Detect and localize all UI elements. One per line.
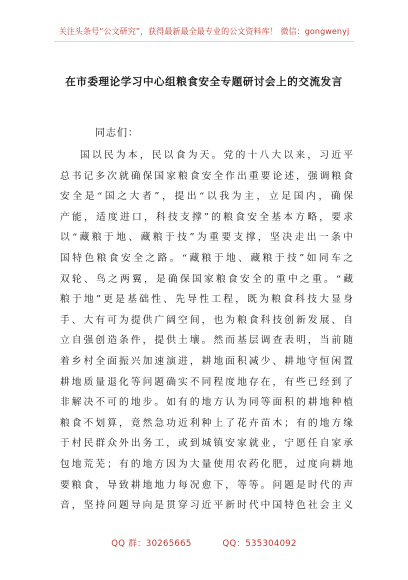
- body-line: 双轮、鸟之两翼，是确保国家粮食安全的重中之重。“藏: [60, 273, 353, 285]
- body-line: 包地荒芜；有的地方因为大量使用农药化肥，过度向耕地: [60, 458, 353, 470]
- body-line: 非解决不可的地步。如有的地方认为同等面积的耕地种植: [60, 397, 353, 409]
- document-title: 在市委理论学习中心组粮食安全专题研讨会上的交流发言: [65, 76, 343, 88]
- body-line: 要粮食，导致耕地地力每况愈下，等等。问题是时代的声: [60, 479, 353, 491]
- document-body: [60, 146, 353, 517]
- body-line: 手、大有可为提供广阔空间，也为粮食科技创新发展、自: [60, 314, 353, 326]
- body-line: 国特色粮食安全之路。“藏粮于地、藏粮于技”如同车之: [60, 252, 353, 264]
- body-line: 总书记多次就确保国家粮食安全作出重要论述，强调粮食: [60, 170, 353, 182]
- promo-header: 关注头条号“公文研究”，获得最新最全最专业的公文资料库！ 微信：gongwenyj: [58, 27, 350, 36]
- body-line: 音，坚持问题导向是贯穿习近平新时代中国特色社会主义: [60, 500, 353, 512]
- body-line: 粮食不划算，竟然急功近利种上了花卉苗木；有的地方缘: [60, 417, 353, 429]
- salutation: 同志们：: [95, 128, 139, 139]
- qq-group-number: QQ 群：30265665: [111, 539, 192, 549]
- body-line: 国以民为本，民以食为天。党的十八大以来，习近平: [80, 150, 353, 161]
- body-line: 立自强创造条件，提供土壤。然而基层调查表明，当前随: [60, 335, 353, 347]
- contact-footer: [0, 537, 408, 549]
- body-line: 着乡村全面振兴加速演进，耕地面积减少、耕地守恒闲置: [60, 355, 353, 367]
- body-line: 以“藏粮于地、藏粮于技”为重要支撑，坚决走出一条中: [60, 232, 353, 244]
- qq-number: QQ：535304092: [222, 539, 297, 549]
- body-line: 安全是“国之大者”，提出“以我为主，立足国内，确保: [60, 191, 353, 203]
- header-divider: [54, 41, 354, 42]
- body-line: 产能，适度进口，科技支撑”的粮食安全基本方略，要求: [60, 211, 353, 223]
- body-line: 于村民群众外出务工，或到城镇安家就业，宁愿任自家承: [60, 438, 353, 450]
- body-line: 粮于地”更是基础性、先导性工程，既为粮食科技大显身: [60, 294, 353, 306]
- body-line: 耕地质量退化等问题确实不同程度地存在，有些已经到了: [60, 376, 353, 388]
